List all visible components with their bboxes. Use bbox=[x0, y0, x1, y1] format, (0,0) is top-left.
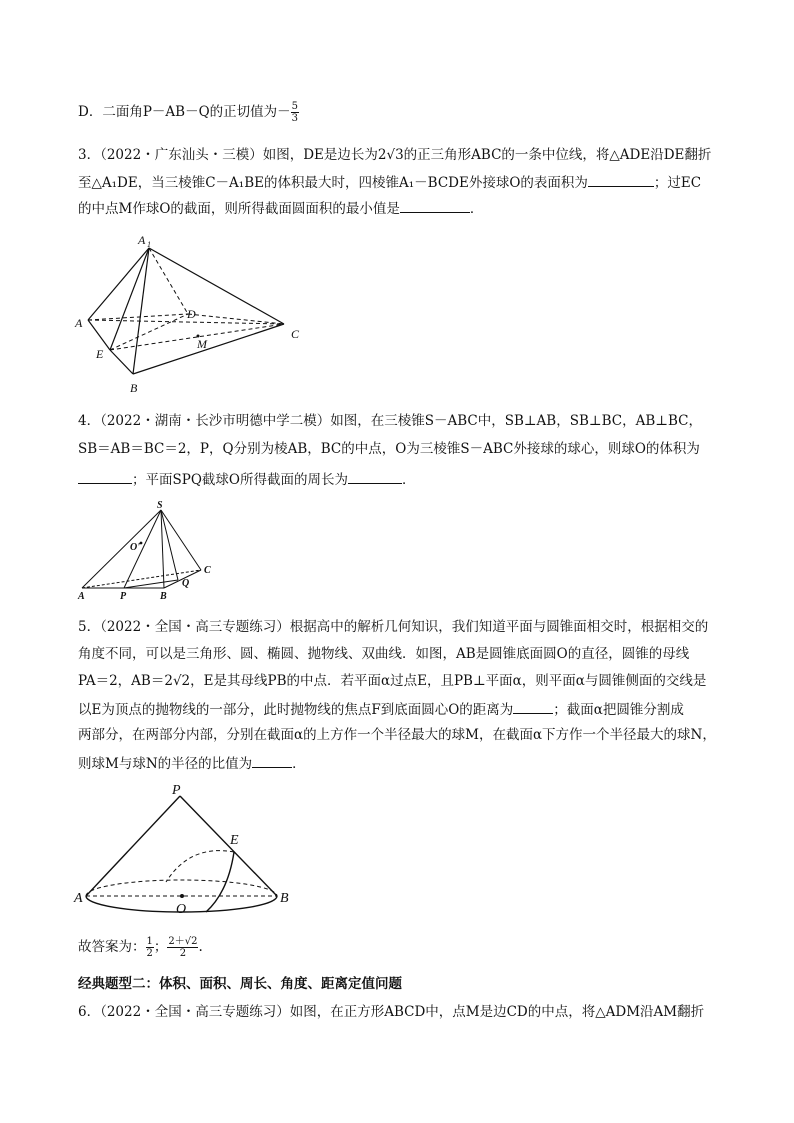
label-b: B bbox=[130, 381, 138, 395]
label-p: P bbox=[120, 591, 127, 602]
label-s: S bbox=[157, 500, 163, 511]
q6-line1: 6．（2022・全国・高三专题练习）如图，在正方形ABCD中，点M是边CD的中点，将△ADM沿AM翻折 bbox=[78, 1004, 705, 1020]
option-d: D．二面角P－AB－Q的正切值为－ $\frac{5}{3}$ bbox=[78, 101, 299, 124]
q5-figure bbox=[70, 782, 310, 922]
q3-figure bbox=[70, 228, 310, 398]
label-a: A bbox=[74, 891, 83, 906]
q5-line1: 5．（2022・全国・高三专题练习）根据高中的解析几何知识，我们知道平面与圆锥面相交时，根据相交的 bbox=[78, 619, 709, 635]
q4-figure bbox=[72, 500, 222, 600]
q5-line5: 两部分，在两部分内部，分别在截面α的上方作一个半径最大的球M，在截面α下方作一个半径最大的球N， bbox=[78, 727, 716, 743]
label-a1-sub: 1 bbox=[147, 240, 151, 249]
answer-line: 故答案为： $\frac{1}{2}$ ； $\frac{2+√2}{2}$ . bbox=[78, 936, 203, 959]
q4-line1: 4．（2022・湖南・长沙市明德中学二模）如图，在三棱锥S－ABC中，SB⊥AB，SB⊥BC，AB⊥BC， bbox=[78, 413, 702, 429]
label-m: M bbox=[197, 337, 207, 351]
q4-line2: SB＝AB＝BC＝2，P，Q分别为棱AB，BC的中点，O为三棱锥S－ABC外接球的球心，则球O的体积为 bbox=[78, 441, 700, 457]
label-e: E bbox=[230, 833, 239, 848]
label-c: C bbox=[291, 327, 300, 341]
answer-blank[interactable] bbox=[348, 469, 402, 484]
label-q: Q bbox=[182, 578, 190, 589]
q4-line3: ；平面SPQ截球O所得截面的周长为 ． bbox=[78, 469, 415, 489]
fraction: $\frac{2+√2}{2}$ bbox=[168, 936, 198, 959]
answer-blank[interactable] bbox=[513, 699, 553, 714]
fraction: $\frac{5}{3}$ bbox=[291, 101, 299, 124]
label-p: P bbox=[172, 783, 181, 798]
section-title: 经典题型二：体积、面积、周长、角度、距离定值问题 bbox=[78, 976, 402, 992]
label-d: D bbox=[187, 307, 196, 321]
answer-blank[interactable] bbox=[400, 198, 470, 213]
label-a: A bbox=[75, 316, 83, 330]
q5-line3: PA＝2，AB＝2√2，E是其母线PB的中点．若平面α过点E，且PB⊥平面α，则平面α与圆锥侧面的交线是 bbox=[78, 673, 707, 689]
answer-blank[interactable] bbox=[588, 172, 654, 187]
answer-blank[interactable] bbox=[78, 469, 132, 484]
label-a1: A bbox=[138, 233, 146, 247]
label-b: B bbox=[280, 891, 289, 906]
label-e: E bbox=[96, 347, 104, 361]
q5-line2: 角度不同，可以是三角形、圆、椭圆、抛物线、双曲线．如图，AB是圆锥底面圆O的直径，圆锥的母线 bbox=[78, 646, 690, 662]
q5-line6: 则球M与球N的半径的比值为 ． bbox=[78, 753, 306, 773]
q3-line3: 的中点M作球O的截面，则所得截面圆面积的最小值是 ． bbox=[78, 198, 483, 218]
label-o: O' bbox=[130, 542, 140, 553]
label-o: O bbox=[176, 902, 187, 917]
q5-line4: 以E为顶点的抛物线的一部分，此时抛物线的焦点F到底面圆心O的距离为 ；截面α把圆锥分割成 bbox=[78, 699, 684, 719]
label-a: A bbox=[78, 591, 85, 602]
q3-line2: 至△A₁DE，当三棱锥C－A₁BE的体积最大时，四棱锥A₁－BCDE外接球O的表面积为 ；过EC bbox=[78, 172, 701, 192]
label-c: C bbox=[204, 565, 211, 576]
answer-blank[interactable] bbox=[252, 753, 292, 768]
fraction: $\frac{1}{2}$ bbox=[146, 936, 153, 959]
label-b: B bbox=[160, 591, 167, 602]
q3-line1: 3．（2022・广东汕头・三模）如图，DE是边长为2√3的正三角形ABC的一条中位线，将△ADE沿DE翻折 bbox=[78, 147, 712, 163]
